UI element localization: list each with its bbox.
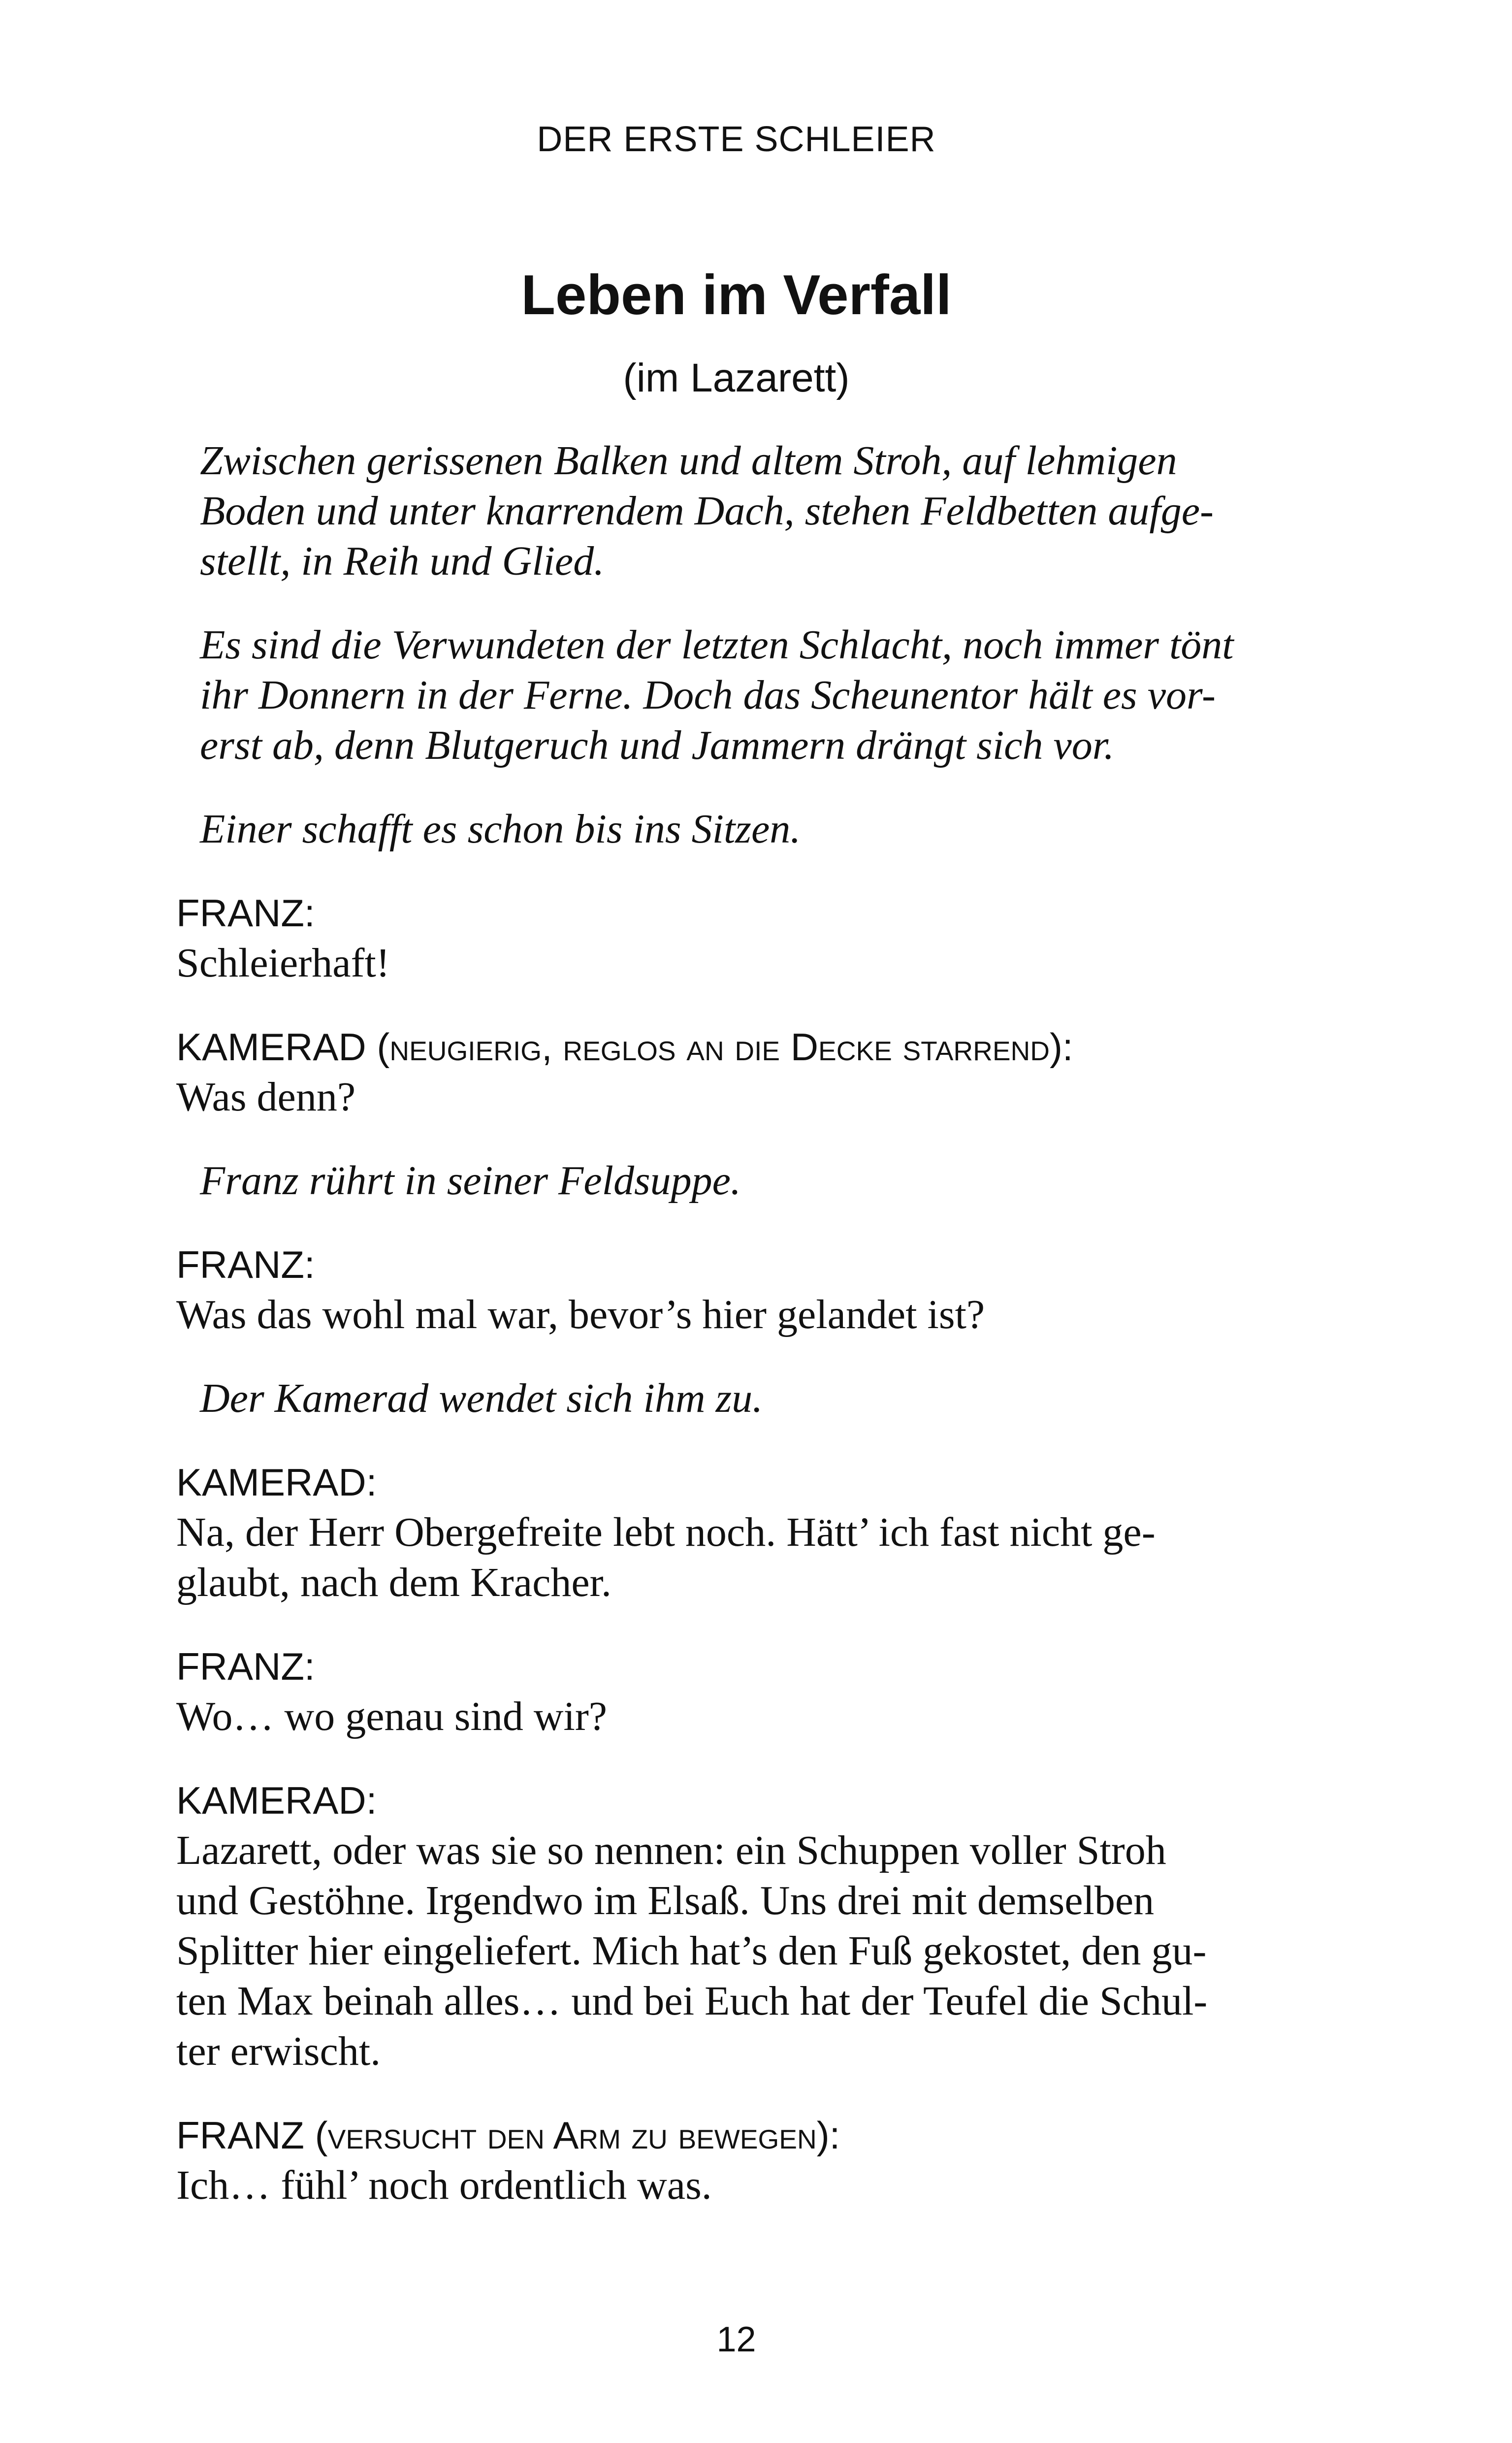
dialogue-line: Schleierhaft! <box>176 940 390 986</box>
dialogue-line: glaubt, nach dem Kracher. <box>176 1560 611 1605</box>
scene-title: Leben im Verfall <box>521 264 952 326</box>
stage-direction: Zwischen gerissenen Balken und altem Stroh, auf lehmigen Boden und unter knarrendem Dach, stehen Feldbetten aufge- stellt, in Reih und Glied. <box>200 438 1214 584</box>
page-number: 12 <box>716 2320 756 2359</box>
stage-direction: Der Kamerad wendet sich ihm zu. <box>200 1375 763 1421</box>
speaker-direction: versucht den Arm zu bewegen <box>327 2114 817 2157</box>
speech-block <box>176 1641 1309 1742</box>
dialogue-line: Ich… fühl’ noch ordentlich was. <box>176 2162 712 2208</box>
stage-direction: Es sind die Verwundeten der letzten Schlacht, noch immer tönt ihr Donnern in der Ferne. Doch das Scheunentor hält es vor- erst ab, denn Blutgeruch und Jammern drängt sich vor. <box>200 622 1234 768</box>
dialogue-line: Was denn? <box>176 1074 356 1120</box>
speech-block <box>176 1239 1309 1340</box>
speaker-label: KAMERAD (neugierig, reglos an die Decke starrend): <box>176 1025 1073 1069</box>
speaker-label: KAMERAD: <box>176 1461 377 1504</box>
speech-block <box>176 1022 1309 1122</box>
speaker-label: FRANZ: <box>176 891 315 935</box>
speaker-label: FRANZ: <box>176 1243 315 1286</box>
speech-block <box>176 888 1309 988</box>
speaker-label: FRANZ (versucht den Arm zu bewegen): <box>176 2114 840 2157</box>
stage-direction: Einer schafft es schon bis ins Sitzen. <box>200 806 801 852</box>
dialogue-line: ter erwischt. <box>176 2028 381 2074</box>
dialogue-line: Splitter hier eingeliefert. Mich hat’s den Fuß gekostet, den gu- <box>176 1928 1207 1974</box>
dialogue-line: Na, der Herr Obergefreite lebt noch. Hätt’ ich fast nicht ge- <box>176 1509 1156 1555</box>
play-text <box>176 436 1309 2244</box>
speaker-direction: neugierig, reglos an die Decke starrend <box>389 1025 1050 1069</box>
running-head: DER ERSTE SCHLEIER <box>537 120 936 159</box>
dialogue-line: Lazarett, oder was sie so nennen: ein Schuppen voller Stroh <box>176 1827 1166 1873</box>
speaker-label: FRANZ: <box>176 1645 315 1688</box>
speech-block <box>176 2110 1309 2211</box>
speech-block <box>176 1457 1309 1608</box>
speech-block <box>176 1775 1309 2077</box>
scene-subtitle: (im Lazarett) <box>623 356 850 400</box>
dialogue-line: und Gestöhne. Irgendwo im Elsaß. Uns drei mit demselben <box>176 1878 1155 1923</box>
dialogue-line: Wo… wo genau sind wir? <box>176 1694 608 1739</box>
stage-direction: Franz rührt in seiner Feldsuppe. <box>200 1158 741 1204</box>
dialogue-line: ten Max beinah alles… und bei Euch hat der Teufel die Schul- <box>176 1978 1208 2024</box>
dialogue-line: Was das wohl mal war, bevor’s hier gelandet ist? <box>176 1292 985 1337</box>
speaker-label: KAMERAD: <box>176 1779 377 1822</box>
